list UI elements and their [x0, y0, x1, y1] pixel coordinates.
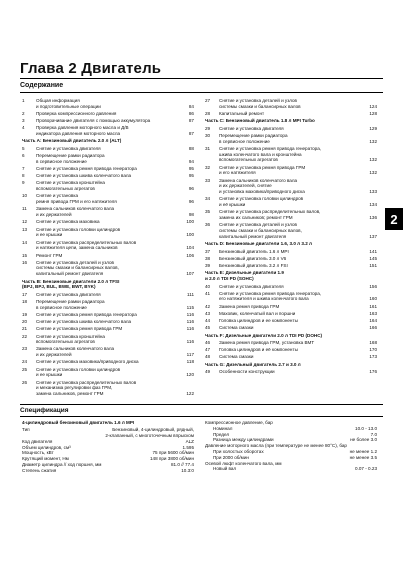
toc-item-page: 160	[369, 296, 377, 302]
spec-label: Объем цилиндров, см³	[22, 444, 71, 450]
toc-item-number: 34	[205, 196, 211, 202]
toc-item-number: 13	[22, 226, 28, 232]
toc-item-page: 98	[188, 212, 194, 218]
toc-item	[205, 291, 377, 303]
toc-item	[205, 311, 377, 317]
toc-item-page: 117	[186, 352, 194, 358]
toc-item-page: 132	[369, 157, 377, 163]
spec-row	[205, 466, 377, 472]
toc-item-number: 1	[22, 98, 25, 103]
toc-item-number: 18	[22, 298, 28, 304]
toc-item	[205, 354, 377, 360]
toc-item-title: Головка цилиндров и её компоненты	[219, 347, 298, 353]
toc-item	[22, 206, 194, 218]
toc-item-number: 37	[205, 248, 211, 254]
toc-item-number: 7	[22, 166, 25, 172]
toc-item	[205, 146, 377, 163]
spec-value: 0.07 - 0.23	[355, 466, 377, 472]
spec-value: 2-клапанный, с многоточечным впрыском	[105, 433, 194, 439]
toc-item-page: 116	[186, 319, 194, 325]
toc-item-page: 164	[369, 318, 377, 324]
spec-rule	[20, 416, 383, 417]
spec-label: Тип	[22, 427, 30, 433]
toc-item	[22, 299, 194, 311]
chapter-title: Глава 2 Двигатель	[20, 60, 162, 77]
toc-item-title: Снятие и установка ремня привода ГРМ и его натяжителя	[219, 164, 306, 176]
toc-item-title: Снятие и установка ремня привода генератора, шкива коленчатого вала и кронштейна вспомогательных агрегатов	[219, 145, 322, 163]
toc-item-title: Снятие и установка двигателя	[219, 125, 284, 131]
toc-item-page: 132	[369, 138, 377, 144]
toc-item	[22, 118, 194, 124]
toc-item	[205, 256, 377, 262]
toc-item-number: 15	[22, 252, 28, 258]
toc-item-title: Снятие и установка распределительных валов и механизма регулировки фаз ГРМ, замена сальников, ремонт ГРМ	[36, 379, 137, 397]
toc-item-page: 145	[369, 255, 377, 261]
toc-item-number: 25	[22, 366, 28, 372]
toc-item-number: 36	[205, 222, 211, 228]
toc-item-page: 96	[188, 199, 194, 205]
toc-item-title: Капитальный ремонт	[219, 110, 265, 116]
toc-item-title: Снятие и установка двигателя	[36, 291, 101, 297]
toc-item	[22, 111, 194, 117]
toc-item-page: 161	[369, 303, 377, 309]
toc-item	[205, 369, 377, 375]
toc-item-number: 24	[22, 359, 28, 365]
spec-heading: Спецификация	[20, 407, 69, 414]
toc-item-title: Снятие и установка шкива коленчатого вала	[36, 319, 132, 325]
toc-item	[205, 196, 377, 208]
spec-label: Осевой люфт коленчатого вала, мм	[205, 460, 282, 466]
toc-item-number: 21	[22, 326, 28, 332]
chapter-tab: 2	[385, 208, 403, 230]
toc-item-title: Снятие и установка распределительных валов, замена их сальников; ремонт ГРМ	[219, 209, 321, 221]
toc-item	[22, 173, 194, 179]
toc-item	[22, 219, 194, 225]
spec-value: Бензиновый, 4-цилиндровый, рядный,	[112, 427, 194, 433]
spec-left-column	[22, 420, 194, 474]
toc-item-title: Общая информация и подготовительные операции	[36, 98, 101, 109]
toc-item-page: 176	[369, 368, 377, 374]
toc-item-title: Маховик, коленчатый вал и поршни	[219, 310, 296, 316]
toc-item-title: Снятие и установка ремня привода ГРМ	[36, 326, 123, 332]
toc-item-page: 120	[186, 372, 194, 378]
spec-value: 7.0	[370, 431, 377, 437]
toc-item-title: Снятие и установка деталей и узлов системы смазки и балансирных валов, капитальный ремонт двигателя	[219, 222, 302, 239]
toc-item	[205, 98, 377, 110]
toc-item-number: 22	[22, 333, 28, 339]
toc-item	[205, 111, 377, 117]
toc-item-title: Снятие и установка ремня привода генератора, его натяжителя и шкива коленчатого вала	[219, 290, 322, 302]
toc-item-number: 38	[205, 255, 211, 261]
toc-item-page: 100	[186, 219, 194, 225]
toc-item	[22, 253, 194, 259]
toc-item	[22, 319, 194, 325]
toc-item-number: 6	[22, 153, 25, 159]
toc-item-page: 111	[187, 291, 194, 297]
toc-item	[205, 209, 377, 221]
toc-item-page: 170	[369, 347, 377, 353]
toc-item-page: 128	[369, 110, 377, 116]
toc-item-page: 95	[188, 166, 194, 172]
toc-item	[205, 222, 377, 239]
toc-item-title: Перемещение рамки радиатора в сервисное положение	[219, 132, 288, 144]
spec-label: Предел	[213, 431, 230, 437]
toc-item	[205, 263, 377, 269]
toc-item-title: Перемещение рамки радиатора в сервисное положение	[36, 153, 105, 164]
toc-item-title: Замена ремня привода ГРМ	[219, 303, 280, 309]
toc-item	[205, 318, 377, 324]
toc-item-page: 100	[186, 232, 194, 238]
toc-item-number: 48	[205, 354, 211, 360]
spec-title: 4-цилиндровый бензиновый двигатель 1.6 л MPI	[22, 420, 135, 425]
toc-item-title: Снятие и установка двигателя	[219, 283, 284, 289]
spec-label: Давление моторного масла (при температуре не менее 80°С), бар	[205, 443, 347, 449]
toc-item	[22, 153, 194, 165]
spec-label: Код двигателя	[22, 438, 53, 444]
toc-item-number: 42	[205, 303, 211, 309]
toc-item-number: 46	[205, 339, 211, 345]
toc-item	[22, 380, 194, 397]
toc-item-page: 134	[369, 202, 377, 208]
toc-item-number: 49	[205, 368, 211, 374]
contents-heading: Содержание	[20, 82, 64, 89]
toc-item-page: 137	[369, 233, 377, 239]
toc-item-page: 166	[369, 325, 377, 331]
spec-label: При 2000 об/мин	[213, 454, 249, 460]
toc-item-page: 94	[188, 158, 194, 164]
toc-item-number: 39	[205, 263, 211, 269]
toc-item-title: Система смазки	[219, 325, 254, 331]
spec-right-column	[205, 420, 377, 472]
toc-item	[22, 98, 194, 110]
toc-item-title: Снятие и установка ремня привода ГРМ и его натяжителя	[36, 193, 117, 205]
toc-item	[205, 304, 377, 310]
toc-item-title: Замена сальников коленчатого вала и их держателей, снятие и установка маховика/приводного диска	[219, 177, 305, 195]
spec-top-rule	[20, 404, 383, 405]
toc-item-page: 156	[369, 283, 377, 289]
toc-item-title: Замена сальников коленчатого вала и их держателей	[36, 346, 115, 358]
toc-item	[22, 367, 194, 379]
toc-part-heading: Часть G: Дизельный двигатель 2.7 и 3.0 л	[205, 361, 301, 367]
toc-item-page: 129	[369, 125, 377, 131]
spec-value: ALZ	[185, 438, 194, 444]
spec-row	[22, 468, 194, 474]
toc-item-page: 84	[188, 103, 194, 109]
toc-part-heading: Часть F: Дизельные двигатели 2.0 л TDI PD (DOHC)	[205, 332, 323, 338]
toc-item-number: 32	[205, 164, 211, 170]
toc-item	[205, 340, 377, 346]
toc-item-page: 104	[186, 245, 194, 251]
spec-label: Новый вал	[213, 466, 237, 472]
toc-part-heading: Часть D: Бензиновые двигатели 1.6, 3.0 л 3.2 л	[205, 241, 312, 247]
toc-item-number: 9	[22, 180, 25, 186]
toc-item-page: 163	[369, 310, 377, 316]
toc-item-page: 86	[188, 110, 194, 116]
toc-item	[22, 359, 194, 365]
toc-item-number: 17	[22, 291, 28, 297]
toc-item-title: Снятие и установка двигателя	[36, 145, 101, 151]
toc-item-title: Замена ремня привода ГРМ, установка ВМТ	[219, 339, 315, 345]
toc-item-number: 28	[205, 110, 211, 116]
toc-part-heading: Часть А: Бензиновый двигатель 2.0 л (ALT)	[22, 138, 122, 144]
toc-item-title: Снятие и установка головки цилиндров и ее крышки	[36, 226, 121, 238]
toc-item-title: Снятие и установка головки цилиндров и её крышки	[219, 196, 304, 208]
toc-item-page: 118	[186, 359, 194, 365]
toc-left-column	[22, 98, 194, 398]
toc-item	[22, 227, 194, 239]
toc-item	[205, 249, 377, 255]
toc-item-title: Система смазки	[219, 354, 254, 360]
toc-item	[205, 284, 377, 290]
toc-item	[22, 146, 194, 152]
toc-item	[22, 334, 194, 346]
spec-value: 75 при 5600 об/мин	[152, 450, 194, 456]
toc-item-number: 12	[22, 219, 28, 225]
toc-item-page: 151	[369, 263, 377, 269]
toc-item-page: 116	[186, 311, 194, 317]
toc-item-title: Проверка компрессионного давления	[36, 110, 117, 116]
spec-value: 10.3:0	[181, 467, 194, 473]
toc-item-number: 23	[22, 346, 28, 352]
toc-item	[205, 126, 377, 132]
toc-item-page: 133	[369, 189, 377, 195]
toc-item-title: Бензиновый двигатель 3.2 л FSI	[219, 263, 288, 269]
toc-item-number: 8	[22, 173, 25, 179]
toc-item	[22, 326, 194, 332]
toc-item-number: 14	[22, 239, 28, 245]
toc-item-page: 168	[369, 339, 377, 345]
spec-label: Разница между цилиндрами	[213, 437, 274, 443]
toc-part-heading: Часть C: Бензиновый двигатель 1.8 л MPI Turbo	[205, 118, 315, 124]
toc-item-title: Ремонт ГРМ	[36, 252, 63, 258]
spec-label: При холостых оборотах	[213, 448, 264, 454]
spec-label: Номинал	[213, 425, 233, 431]
toc-item-page: 115	[186, 304, 194, 310]
toc-item-page: 107	[186, 271, 194, 277]
toc-item-title: Снятие и установка ремня привода генератора	[36, 166, 137, 172]
toc-item-title: Снятие и установка кронштейна вспомогательных агрегатов	[36, 333, 105, 345]
toc-item	[205, 178, 377, 195]
toc-item-title: Снятие и установка маховика	[36, 219, 100, 225]
toc-item-number: 20	[22, 319, 28, 325]
toc-item-title: Снятие и установка кронштейна вспомогательных агрегатов	[36, 180, 105, 192]
toc-item-title: Замена сальников коленчатого вала и их держателей	[36, 206, 115, 218]
toc-item-number: 47	[205, 347, 211, 353]
toc-item-number: 41	[205, 290, 211, 296]
toc-item-page: 88	[188, 145, 194, 151]
spec-value: не более 3.0	[350, 437, 377, 443]
toc-part-heading: Часть E: Дизельные двигатели 1.9 и 2.0 л TDI PD (SOHC)	[205, 270, 284, 282]
toc-item	[22, 193, 194, 205]
toc-item-number: 45	[205, 325, 211, 331]
toc-item-page: 141	[369, 248, 377, 254]
toc-item-title: Бензиновый двигатель 1.6 л MPI	[219, 248, 289, 254]
toc-right-column	[205, 98, 377, 376]
toc-part-heading: Часть B: Бензиновые двигатели 2.0 л TFSI (BPJ, BPJ, BUL, BWE, BWT, BYK)	[22, 278, 120, 290]
toc-item-title: Перемещение рамки радиатора в сервисное положение	[36, 298, 105, 310]
title-rule	[20, 78, 383, 79]
toc-item-page: 95	[188, 173, 194, 179]
toc-item	[205, 133, 377, 145]
spec-label: Диаметр цилиндра // ход поршня, мм	[22, 462, 102, 468]
toc-item	[22, 346, 194, 358]
toc-item-number: 4	[22, 125, 25, 131]
spec-value: 1.595	[182, 444, 194, 450]
spec-value: 148 при 3800 об/мин	[149, 456, 194, 462]
toc-item-page: 124	[369, 103, 377, 109]
toc-item-page: 116	[186, 339, 194, 345]
toc-item-number: 16	[22, 259, 28, 265]
toc-item-title: Снятие и установка распределительных валов и натяжителя цепи, замена сальников	[36, 239, 137, 251]
toc-item-title: Снятие и установка шкива коленчатого вала	[36, 173, 132, 179]
toc-item-title: Бензиновый двигатель 3.0 л V6	[219, 255, 287, 261]
toc-item-number: 35	[205, 209, 211, 215]
toc-item-number: 44	[205, 318, 211, 324]
spec-value: не менее 3.5	[349, 454, 377, 460]
toc-item	[205, 165, 377, 177]
toc-item-title: Головка цилиндров и ее компоненты	[219, 318, 298, 324]
toc-item-number: 2	[22, 110, 25, 116]
toc-item-page: 136	[369, 215, 377, 221]
toc-item-title: Снятие и установка деталей и узлов системы смазки и балансирных валов, капитальный ремонт двигателя	[36, 259, 119, 277]
toc-item	[22, 166, 194, 172]
toc-item	[205, 347, 377, 353]
toc-item-title: Снятие и установка деталей и узлов системы смазки и балансирных валов	[219, 98, 301, 109]
toc-item-number: 40	[205, 283, 211, 289]
toc-item	[22, 312, 194, 318]
toc-item-page: 96	[188, 186, 194, 192]
toc-item-number: 27	[205, 98, 211, 103]
toc-item-title: Проворачивание двигателя с помощью аккумулятора	[36, 118, 151, 124]
toc-item-number: 5	[22, 145, 25, 151]
toc-item-title: Снятие и установка маховика/приводного диска	[36, 359, 139, 365]
toc-item-page: 87	[188, 131, 194, 137]
spec-value: 81.0 // 77.4	[171, 462, 194, 468]
spec-label: Крутящий момент, Нм	[22, 456, 69, 462]
toc-item	[22, 260, 194, 277]
toc-item-title: Снятие и установка ремня привода генератора	[36, 311, 137, 317]
spec-label: Степень сжатия	[22, 467, 57, 473]
toc-item-page: 122	[186, 391, 194, 397]
toc-item-number: 29	[205, 125, 211, 131]
toc-item-number: 19	[22, 311, 28, 317]
toc-item-number: 43	[205, 310, 211, 316]
spec-value: не менее 1.2	[349, 448, 377, 454]
toc-item-page: 132	[369, 170, 377, 176]
toc-item	[22, 125, 194, 137]
toc-item	[22, 240, 194, 252]
toc-item-page: 87	[188, 118, 194, 124]
spec-value: 10.0 - 13.0	[355, 425, 377, 431]
toc-item-page: 106	[186, 252, 194, 258]
toc-item	[205, 325, 377, 331]
toc-item-number: 10	[22, 193, 28, 199]
toc-item-page: 116	[186, 326, 194, 332]
toc-item	[22, 292, 194, 298]
toc-item-title: Снятие и установка головки цилиндров и ее крышки	[36, 366, 121, 378]
toc-item-number: 30	[205, 132, 211, 138]
toc-item-number: 3	[22, 118, 25, 124]
spec-label: Мощность, кВт	[22, 450, 54, 456]
contents-rule	[20, 92, 383, 93]
toc-item-title: Особенности конструкции	[219, 368, 275, 374]
toc-item-number: 11	[22, 206, 27, 212]
toc-item	[22, 180, 194, 192]
toc-item-number: 31	[205, 145, 211, 151]
toc-item-number: 26	[22, 379, 28, 385]
toc-item-number: 33	[205, 177, 211, 183]
toc-item-title: Проверка давления моторного масла и Д/В индикатора давления моторного масла	[36, 125, 129, 137]
toc-item-page: 173	[369, 354, 377, 360]
spec-label: Компрессионное давление, бар	[205, 420, 273, 425]
